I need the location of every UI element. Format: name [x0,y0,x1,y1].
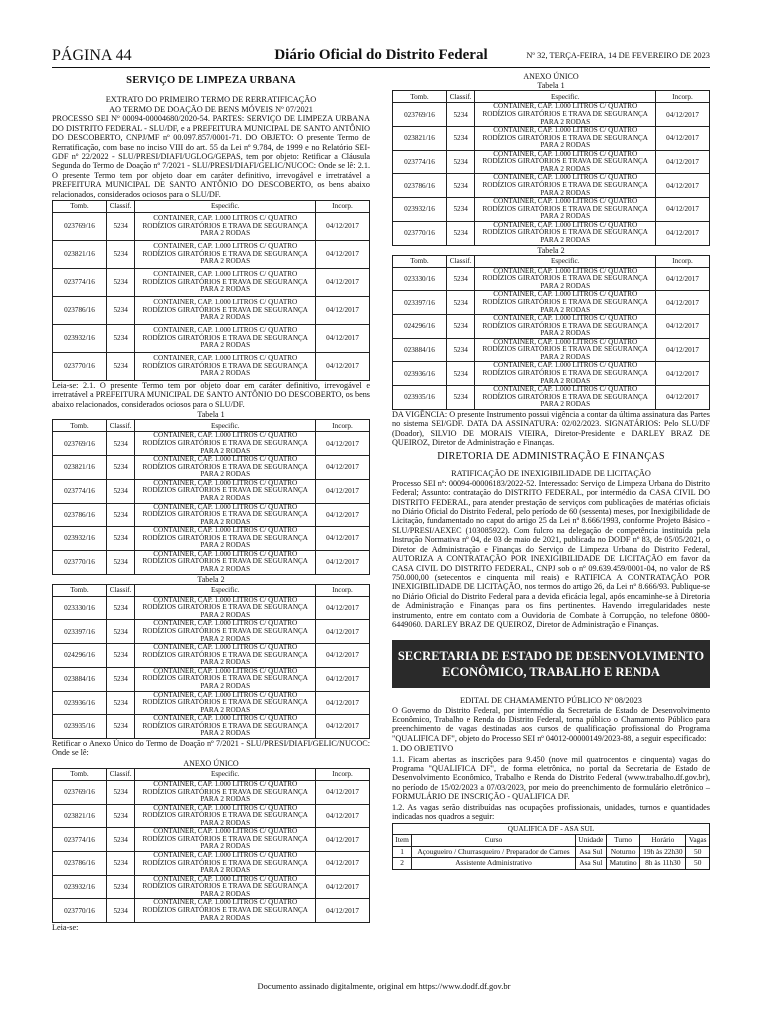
table-row [393,386,710,410]
tomb-cell: 023935/16 [393,386,447,410]
header-cell: Especific. [135,768,316,780]
tomb-cell: 023769/16 [53,432,107,456]
header-cell: Classif. [106,768,135,780]
tomb-cell: 023884/16 [53,667,107,691]
spec-cell: CONTAINER, CAP. 1.000 LITROS C/ QUATRO RODÍZIOS GIRATÓRIOS E TRAVA DE SEGURANÇA PARA 2 RODAS [135,899,316,923]
classif-cell: 5234 [446,198,475,222]
spec-cell: CONTAINER, CAP. 1.000 LITROS C/ QUATRO RODÍZIOS GIRATÓRIOS E TRAVA DE SEGURANÇA PARA 2 RODAS [475,221,656,245]
classif-cell: 5234 [446,267,475,291]
spec-cell: CONTAINER, CAP. 1.000 LITROS C/ QUATRO RODÍZIOS GIRATÓRIOS E TRAVA DE SEGURANÇA PARA 2 RODAS [135,269,316,297]
course-cell: 2 [393,858,412,870]
course-row [393,858,710,870]
table-header-row [53,584,370,596]
leia-se-end: Leia-se: [52,923,79,933]
course-header-cell: Item [393,835,412,847]
incorp-cell: 04/12/2017 [316,620,370,644]
extrato-subtitle: AO TERMO DE DOAÇÃO DE BENS MÓVEIS Nº 07/2021 [109,104,313,114]
table-header-row [53,420,370,432]
spec-cell: CONTAINER, CAP. 1.000 LITROS C/ QUATRO RODÍZIOS GIRATÓRIOS E TRAVA DE SEGURANÇA PARA 2 RODAS [135,852,316,876]
spec-cell: CONTAINER, CAP. 1.000 LITROS C/ QUATRO RODÍZIOS GIRATÓRIOS E TRAVA DE SEGURANÇA PARA 2 RODAS [135,780,316,804]
tomb-cell: 023774/16 [393,150,447,174]
table-row [53,527,370,551]
classif-cell: 5234 [446,221,475,245]
inventory-table [52,768,370,923]
incorp-cell: 04/12/2017 [316,213,370,241]
table-row [393,198,710,222]
inventory-table [392,90,710,245]
spec-cell: CONTAINER, CAP. 1.000 LITROS C/ QUATRO RODÍZIOS GIRATÓRIOS E TRAVA DE SEGURANÇA PARA 2 RODAS [135,620,316,644]
classif-cell: 5234 [106,297,135,325]
spec-cell: CONTAINER, CAP. 1.000 LITROS C/ QUATRO RODÍZIOS GIRATÓRIOS E TRAVA DE SEGURANÇA PARA 2 RODAS [135,213,316,241]
incorp-cell: 04/12/2017 [316,353,370,381]
tomb-cell: 023932/16 [53,527,107,551]
objeto-heading: 1. DO OBJETIVO [392,744,454,754]
inventory-table [52,200,370,381]
table-row [393,221,710,245]
header-rule [52,67,710,68]
classif-cell: 5234 [106,828,135,852]
incorp-cell: 04/12/2017 [316,325,370,353]
header-cell: Incorp. [656,255,710,267]
course-cell: Assistente Administrativo [412,858,575,870]
course-cell: Noturno [606,846,639,858]
header-cell: Classif. [106,420,135,432]
course-header-cell: Unidade [575,835,606,847]
spec-cell: CONTAINER, CAP. 1.000 LITROS C/ QUATRO RODÍZIOS GIRATÓRIOS E TRAVA DE SEGURANÇA PARA 2 RODAS [475,103,656,127]
tomb-cell: 023770/16 [53,353,107,381]
classif-cell: 5234 [446,103,475,127]
tomb-cell: 023821/16 [393,127,447,151]
classif-cell: 5234 [106,875,135,899]
tomb-cell: 023774/16 [53,828,107,852]
table-row [393,150,710,174]
tomb-cell: 023932/16 [53,325,107,353]
tomb-cell: 023786/16 [393,174,447,198]
table-header-row [53,201,370,213]
incorp-cell: 04/12/2017 [316,297,370,325]
table-header-row [393,255,710,267]
tomb-cell: 023774/16 [53,269,107,297]
table-header-row [393,91,710,103]
tomb-cell: 023821/16 [53,456,107,480]
spec-cell: CONTAINER, CAP. 1.000 LITROS C/ QUATRO RODÍZIOS GIRATÓRIOS E TRAVA DE SEGURANÇA PARA 2 RODAS [475,362,656,386]
annex-caption: ANEXO ÚNICO [523,72,579,81]
classif-cell: 5234 [106,213,135,241]
header-cell: Classif. [446,255,475,267]
tomb-cell: 023397/16 [53,620,107,644]
table-caption: Tabela 1 [537,81,565,91]
classif-cell: 5234 [106,241,135,269]
classif-cell: 5234 [446,291,475,315]
header-cell: Especific. [135,201,316,213]
classif-cell: 5234 [106,527,135,551]
course-table-title: QUALIFICA DF - ASA SUL [393,823,710,835]
spec-cell: CONTAINER, CAP. 1.000 LITROS C/ QUATRO RODÍZIOS GIRATÓRIOS E TRAVA DE SEGURANÇA PARA 2 RODAS [135,667,316,691]
section-title: SERVIÇO DE LIMPEZA URBANA [126,75,296,86]
spec-cell: CONTAINER, CAP. 1.000 LITROS C/ QUATRO RODÍZIOS GIRATÓRIOS E TRAVA DE SEGURANÇA PARA 2 RODAS [135,691,316,715]
classif-cell: 5234 [106,691,135,715]
tomb-cell: 023932/16 [53,875,107,899]
header-cell: Incorp. [316,420,370,432]
ratificacao-body: Processo SEI nº: 00094-00006183/2022-52. Interessado: Serviço de Limpeza Urbana do Distrito Federal; Assunto: contratação do DISTRITO FEDERAL, por intermédio da CASA CIVIL DO DISTRITO FEDERAL, para atender prestação de serviços com publicações de matérias oficiais no Diário Oficial do Distrito Federal, pelo período de 60 (sessenta) meses, por Inexigibilidade de Licitação, fundamentado no caput do artigo 25 da Lei nº 8.666/1993, conforme Projeto Básico - SLU/PRESI/AEXEC (103085922). Com fulcro na delegação de competência instituída pela Instrução Normativa nº 04, de 03 de maio de 2021, publicada no DODF nº 83, de 05/05/2021, o Diretor de Administração e Finanças do Serviço de Limpeza Urbana do Distrito Federal, AUTORIZA A CONTRATAÇÃO POR INEXIGIBILIDADE DE LICITAÇÃO em favor da CASA CIVIL DO DISTRITO FEDERAL, CNPJ sob o nº 09.639.459/0001-04, no valor de R$ 750.000,00 (setecentos e cinquenta mil reais) e RATIFICA A CONTRATAÇÃO POR INEXIGIBILIDADE DE LICITAÇÃO, nos termos do artigo 26, da Lei nº 8.666/93. Publique-se no Diário Oficial do Distrito Federal para a devida eficácia legal, após encaminhe-se à Diretoria de Administração e Finanças para os fins pertinentes. Havendo irregularidades neste instrumento, entre em contato com a Ouvidoria de Combate à Corrupção, no telefone 0800-6449060. DARLEY BRAZ DE QUEIROZ, Diretor de Administração e Finanças. [392,478,710,630]
item-1-1: 1.1. Ficam abertas as inscrições para 9.450 (nove mil quatrocentos e cinquenta) vagas do Programa "QUALIFICA DF", de forma eletrônica, no portal da Secretaria de Estado de Desenvolvimento Econômico, Trabalho e Renda do Distrito Federal (www.trabalho.df.gov.br), no período de 15/02/2023 a 07/03/2023, por meio do preenchimento de formulário eletrônico – FORMULÁRIO DE INSCRIÇÃO - QUALIFICA DF. [392,754,710,802]
incorp-cell: 04/12/2017 [316,899,370,923]
incorp-cell: 04/12/2017 [316,780,370,804]
course-cell: 1 [393,846,412,858]
spec-cell: CONTAINER, CAP. 1.000 LITROS C/ QUATRO RODÍZIOS GIRATÓRIOS E TRAVA DE SEGURANÇA PARA 2 RODAS [135,241,316,269]
incorp-cell: 04/12/2017 [316,828,370,852]
incorp-cell: 04/12/2017 [316,269,370,297]
header-cell: Classif. [106,201,135,213]
spec-cell: CONTAINER, CAP. 1.000 LITROS C/ QUATRO RODÍZIOS GIRATÓRIOS E TRAVA DE SEGURANÇA PARA 2 RODAS [135,432,316,456]
tomb-cell: 023770/16 [53,899,107,923]
header-cell: Incorp. [316,201,370,213]
table-row [53,325,370,353]
classif-cell: 5234 [446,174,475,198]
spec-cell: CONTAINER, CAP. 1.000 LITROS C/ QUATRO RODÍZIOS GIRATÓRIOS E TRAVA DE SEGURANÇA PARA 2 RODAS [475,315,656,339]
classif-cell: 5234 [106,667,135,691]
classif-cell: 5234 [106,644,135,668]
classif-cell: 5234 [446,362,475,386]
ratificacao-title: RATIFICAÇÃO DE INEXIGIBILIDADE DE LICITAÇÃO [451,469,651,479]
right-column [392,72,710,870]
table-row [53,667,370,691]
classif-cell: 5234 [106,620,135,644]
inventory-table [392,255,710,410]
course-header-cell: Horário [640,835,686,847]
course-row [393,846,710,858]
spec-cell: CONTAINER, CAP. 1.000 LITROS C/ QUATRO RODÍZIOS GIRATÓRIOS E TRAVA DE SEGURANÇA PARA 2 RODAS [135,325,316,353]
tomb-cell: 023786/16 [53,852,107,876]
incorp-cell: 04/12/2017 [316,644,370,668]
table-header-row [53,768,370,780]
spec-cell: CONTAINER, CAP. 1.000 LITROS C/ QUATRO RODÍZIOS GIRATÓRIOS E TRAVA DE SEGURANÇA PARA 2 RODAS [475,174,656,198]
table-row [53,715,370,739]
incorp-cell: 04/12/2017 [656,362,710,386]
tomb-cell: 023770/16 [53,550,107,574]
table-row [53,353,370,381]
incorp-cell: 04/12/2017 [656,315,710,339]
retificar-paragraph: Retificar o Anexo Único do Termo de Doação nº 7/2021 - SLU/PRESI/DIAFI/GELIC/NUCOC: Onde se lê: [52,738,370,758]
journal-title: Diário Oficial do Distrito Federal [274,47,488,63]
header-cell: Tomb. [53,201,107,213]
issue-date: Nº 32, TERÇA-FEIRA, 14 DE FEVEREIRO DE 2023 [526,51,710,60]
classif-cell: 5234 [106,325,135,353]
tomb-cell: 023936/16 [53,691,107,715]
incorp-cell: 04/12/2017 [316,456,370,480]
classif-cell: 5234 [106,479,135,503]
course-header-cell: Vagas [686,835,710,847]
tomb-cell: 023774/16 [53,479,107,503]
spec-cell: CONTAINER, CAP. 1.000 LITROS C/ QUATRO RODÍZIOS GIRATÓRIOS E TRAVA DE SEGURANÇA PARA 2 RODAS [135,353,316,381]
tomb-cell: 023936/16 [393,362,447,386]
table-row [53,596,370,620]
course-header-cell: Turno [606,835,639,847]
classif-cell: 5234 [106,353,135,381]
secretaria-banner: SECRETARIA DE ESTADO DE DESENVOLVIMENTO ECONÔMICO, TRABALHO E RENDA [392,640,710,689]
spec-cell: CONTAINER, CAP. 1.000 LITROS C/ QUATRO RODÍZIOS GIRATÓRIOS E TRAVA DE SEGURANÇA PARA 2 RODAS [475,338,656,362]
incorp-cell: 04/12/2017 [656,150,710,174]
course-header-cell: Curso [412,835,575,847]
tomb-cell: 023769/16 [53,213,107,241]
classif-cell: 5234 [446,315,475,339]
edital-title: EDITAL DE CHAMAMENTO PÚBLICO Nº 08/2023 [460,696,642,705]
incorp-cell: 04/12/2017 [656,221,710,245]
header-cell: Classif. [446,91,475,103]
classif-cell: 5234 [106,503,135,527]
incorp-cell: 04/12/2017 [316,715,370,739]
course-cell: 8h às 11h30 [640,858,686,870]
spec-cell: CONTAINER, CAP. 1.000 LITROS C/ QUATRO RODÍZIOS GIRATÓRIOS E TRAVA DE SEGURANÇA PARA 2 RODAS [135,550,316,574]
classif-cell: 5234 [106,852,135,876]
header-cell: Tomb. [53,768,107,780]
course-cell: Matutino [606,858,639,870]
extrato-title: EXTRATO DO PRIMEIRO TERMO DE RERRATIFICAÇÃO [105,95,317,105]
table-row [53,456,370,480]
tomb-cell: 023821/16 [53,241,107,269]
course-cell: Açougueiro / Churrasqueiro / Preparador de Carnes [412,846,575,858]
incorp-cell: 04/12/2017 [316,550,370,574]
classif-cell: 5234 [106,269,135,297]
vigencia-paragraph: DA VIGÊNCIA: O presente Instrumento possui vigência a contar da última assinatura das Partes no sistema SEI/GDF. DATA DA ASSINATURA: 02/02/2023. SIGNATÁRIOS: Pelo SLU/DF (Doador), SILVIO DE MORAIS VIEIRA, Diretor-Presidente e DARLEY BRAZ DE QUEIROZ, Diretor de Administração e Finanças. [392,409,710,448]
incorp-cell: 04/12/2017 [316,596,370,620]
header-cell: Tomb. [393,91,447,103]
incorp-cell: 04/12/2017 [316,503,370,527]
table-caption: Tabela 1 [197,410,225,420]
header-cell: Especific. [475,91,656,103]
header-cell: Especific. [135,584,316,596]
table-row [53,899,370,923]
header-cell: Incorp. [656,91,710,103]
page-footer: Documento assinado digitalmente, original em https://www.dodf.df.gov.br [257,981,511,991]
table-row [53,269,370,297]
classif-cell: 5234 [446,150,475,174]
tomb-cell: 023821/16 [53,804,107,828]
course-cell: Asa Sul [575,858,606,870]
spec-cell: CONTAINER, CAP. 1.000 LITROS C/ QUATRO RODÍZIOS GIRATÓRIOS E TRAVA DE SEGURANÇA PARA 2 RODAS [135,456,316,480]
tomb-cell: 023769/16 [53,780,107,804]
inventory-table [52,419,370,574]
spec-cell: CONTAINER, CAP. 1.000 LITROS C/ QUATRO RODÍZIOS GIRATÓRIOS E TRAVA DE SEGURANÇA PARA 2 RODAS [475,127,656,151]
incorp-cell: 04/12/2017 [316,241,370,269]
table-row [53,432,370,456]
spec-cell: CONTAINER, CAP. 1.000 LITROS C/ QUATRO RODÍZIOS GIRATÓRIOS E TRAVA DE SEGURANÇA PARA 2 RODAS [135,479,316,503]
tomb-cell: 023884/16 [393,338,447,362]
tomb-cell: 023786/16 [53,503,107,527]
spec-cell: CONTAINER, CAP. 1.000 LITROS C/ QUATRO RODÍZIOS GIRATÓRIOS E TRAVA DE SEGURANÇA PARA 2 RODAS [135,596,316,620]
course-table-header [393,835,710,847]
incorp-cell: 04/12/2017 [656,198,710,222]
table-row [53,213,370,241]
table-row [53,550,370,574]
table-row [393,127,710,151]
header-cell: Especific. [135,420,316,432]
incorp-cell: 04/12/2017 [316,691,370,715]
table-row [393,174,710,198]
spec-cell: CONTAINER, CAP. 1.000 LITROS C/ QUATRO RODÍZIOS GIRATÓRIOS E TRAVA DE SEGURANÇA PARA 2 RODAS [135,715,316,739]
header-cell: Tomb. [393,255,447,267]
table-row [53,780,370,804]
table-row [53,828,370,852]
table-row [393,291,710,315]
course-cell: 50 [686,858,710,870]
classif-cell: 5234 [106,804,135,828]
tomb-cell: 024296/16 [53,644,107,668]
tomb-cell: 024296/16 [393,315,447,339]
table-row [53,503,370,527]
table-row [393,338,710,362]
spec-cell: CONTAINER, CAP. 1.000 LITROS C/ QUATRO RODÍZIOS GIRATÓRIOS E TRAVA DE SEGURANÇA PARA 2 RODAS [135,828,316,852]
classif-cell: 5234 [106,596,135,620]
incorp-cell: 04/12/2017 [656,174,710,198]
spec-cell: CONTAINER, CAP. 1.000 LITROS C/ QUATRO RODÍZIOS GIRATÓRIOS E TRAVA DE SEGURANÇA PARA 2 RODAS [475,291,656,315]
spec-cell: CONTAINER, CAP. 1.000 LITROS C/ QUATRO RODÍZIOS GIRATÓRIOS E TRAVA DE SEGURANÇA PARA 2 RODAS [475,386,656,410]
edital-body: O Governo do Distrito Federal, por intermédio da Secretaria de Estado de Desenvolvimento Econômico, Trabalho e Renda do Distrito Federal, torna público o Chamamento Público para preenchimento de vagas destinadas aos cursos de qualificação profissional do Programa "QUALIFICA DF", objeto do Processo SEI nº 04012-00000149/2023-88, a seguir especificado: [392,705,710,743]
table-row [53,852,370,876]
spec-cell: CONTAINER, CAP. 1.000 LITROS C/ QUATRO RODÍZIOS GIRATÓRIOS E TRAVA DE SEGURANÇA PARA 2 RODAS [135,297,316,325]
tomb-cell: 023770/16 [393,221,447,245]
page-header [52,47,710,67]
incorp-cell: 04/12/2017 [656,291,710,315]
header-cell: Classif. [106,584,135,596]
table-row [53,804,370,828]
incorp-cell: 04/12/2017 [656,127,710,151]
incorp-cell: 04/12/2017 [316,432,370,456]
classif-cell: 5234 [106,780,135,804]
classif-cell: 5234 [446,127,475,151]
tomb-cell: 023330/16 [393,267,447,291]
diretoria-title: DIRETORIA DE ADMINISTRAÇÃO E FINANÇAS [437,450,665,462]
classif-cell: 5234 [106,899,135,923]
tomb-cell: 023330/16 [53,596,107,620]
incorp-cell: 04/12/2017 [656,386,710,410]
table-row [393,315,710,339]
spec-cell: CONTAINER, CAP. 1.000 LITROS C/ QUATRO RODÍZIOS GIRATÓRIOS E TRAVA DE SEGURANÇA PARA 2 RODAS [135,527,316,551]
table-row [53,241,370,269]
tomb-cell: 023786/16 [53,297,107,325]
header-cell: Incorp. [316,768,370,780]
spec-cell: CONTAINER, CAP. 1.000 LITROS C/ QUATRO RODÍZIOS GIRATÓRIOS E TRAVA DE SEGURANÇA PARA 2 RODAS [135,875,316,899]
table-row [393,362,710,386]
page-number: PÁGINA 44 [52,47,132,64]
incorp-cell: 04/12/2017 [316,852,370,876]
table-row [393,267,710,291]
tomb-cell: 023935/16 [53,715,107,739]
extrato-body: PROCESSO SEI Nº 00094-00004680/2020-54. PARTES: SERVIÇO DE LIMPEZA URBANA DO DISTRITO FEDERAL - SLU/DF, e a PREFEITURA MUNICIPAL DE SANTO ANTÔNIO DO DESCOBERTO, CNPJ/MF nº 00.097.857/0001-71. DO OBJETO: O presente Termo de Rerratificação, com base no inciso VIII do art. 55 da Lei nº 9.784, de 1999 e no Relatório SEI-GDF nº 22/2022 - SLU/PRESI/DIAFI/UGLOG/GEPAS, tem por objeto: Retificar a Cláusula Segunda do Termo de Doação nº 7/2021 - SLU/PRESI/DIAFI/GELIC/NUCOC: Onde se lê: 2.1. O presente Termo tem por objeto doar em caráter definitivo, irrevogável e irretratável a PREFEITURA MUNICIPAL DE SANTO ANTÔNIO DO DESCOBERTO, os bens abaixo relacionados, considerados ociosos para o SLU/DF. [52,114,370,199]
course-cell: 19h às 22h30 [640,846,686,858]
table-row [53,479,370,503]
classif-cell: 5234 [106,550,135,574]
spec-cell: CONTAINER, CAP. 1.000 LITROS C/ QUATRO RODÍZIOS GIRATÓRIOS E TRAVA DE SEGURANÇA PARA 2 RODAS [475,198,656,222]
tomb-cell: 023397/16 [393,291,447,315]
tomb-cell: 023932/16 [393,198,447,222]
header-cell: Tomb. [53,420,107,432]
header-cell: Incorp. [316,584,370,596]
item-1-2: 1.2. As vagas serão distribuídas nas ocupações profissionais, unidades, turnos e quantidades indicadas nos quadros a seguir: [392,802,710,822]
spec-cell: CONTAINER, CAP. 1.000 LITROS C/ QUATRO RODÍZIOS GIRATÓRIOS E TRAVA DE SEGURANÇA PARA 2 RODAS [135,503,316,527]
incorp-cell: 04/12/2017 [656,267,710,291]
classif-cell: 5234 [446,386,475,410]
table-caption: Tabela 2 [537,245,565,255]
table-row [53,691,370,715]
table-caption: Tabela 2 [197,574,225,584]
spec-cell: CONTAINER, CAP. 1.000 LITROS C/ QUATRO RODÍZIOS GIRATÓRIOS E TRAVA DE SEGURANÇA PARA 2 RODAS [475,150,656,174]
inventory-table [52,584,370,739]
classif-cell: 5234 [106,456,135,480]
incorp-cell: 04/12/2017 [316,804,370,828]
incorp-cell: 04/12/2017 [316,479,370,503]
tomb-cell: 023769/16 [393,103,447,127]
table-row [393,103,710,127]
header-cell: Tomb. [53,584,107,596]
incorp-cell: 04/12/2017 [316,875,370,899]
table-row [53,297,370,325]
spec-cell: CONTAINER, CAP. 1.000 LITROS C/ QUATRO RODÍZIOS GIRATÓRIOS E TRAVA DE SEGURANÇA PARA 2 RODAS [475,267,656,291]
course-cell: Asa Sul [575,846,606,858]
classif-cell: 5234 [446,338,475,362]
classif-cell: 5234 [106,715,135,739]
header-cell: Especific. [475,255,656,267]
spec-cell: CONTAINER, CAP. 1.000 LITROS C/ QUATRO RODÍZIOS GIRATÓRIOS E TRAVA DE SEGURANÇA PARA 2 RODAS [135,644,316,668]
incorp-cell: 04/12/2017 [316,667,370,691]
table-row [53,875,370,899]
incorp-cell: 04/12/2017 [656,103,710,127]
incorp-cell: 04/12/2017 [656,338,710,362]
left-column [52,72,370,934]
annex-caption: ANEXO ÚNICO [183,758,239,768]
table-row [53,644,370,668]
table-row [53,620,370,644]
leia-se-paragraph: Leia-se: 2.1. O presente Termo tem por objeto doar em caráter definitivo, irrevogável e irretratável a PREFEITURA MUNICIPAL DE SANTO ANTÔNIO DO DESCOBERTO, os bens abaixo relacionados, considerados ociosos para o SLU/DF. [52,381,370,409]
spec-cell: CONTAINER, CAP. 1.000 LITROS C/ QUATRO RODÍZIOS GIRATÓRIOS E TRAVA DE SEGURANÇA PARA 2 RODAS [135,804,316,828]
course-table [392,823,710,870]
classif-cell: 5234 [106,432,135,456]
course-cell: 50 [686,846,710,858]
incorp-cell: 04/12/2017 [316,527,370,551]
